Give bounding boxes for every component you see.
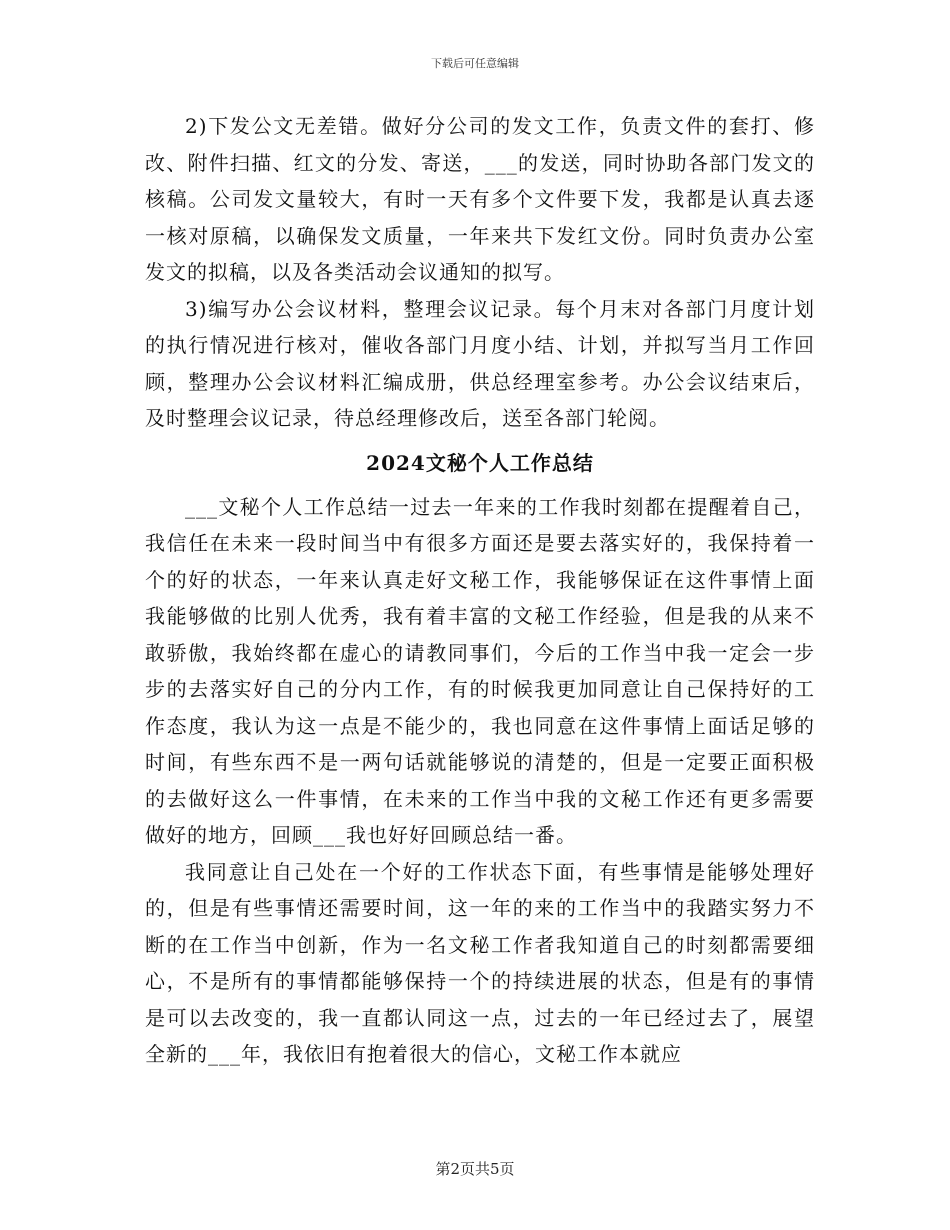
- section-title: 2024文秘个人工作总结: [366, 450, 594, 475]
- page-header-note: 下载后可任意编辑: [431, 57, 519, 70]
- paragraph-summary-continued: 我同意让自己处在一个好的工作状态下面，有些事情是能够处理好的，但是有些事情还需要时间，这一年的来的工作当中的我踏实努力不断的在工作当中创新，作为一名文秘工作者我知道自己的时刻都需要细心，不是所有的事情都能够保持一个的持续进展的状态，但是有的事情是可以去改变的，我一直都认同这一点，过去的一年已经过去了，展望全新的___年，我依旧有抱着很大的信心，文秘工作本就应: [145, 859, 815, 1066]
- paragraph-item-3: 3)编写办公会议材料，整理会议记录。每个月末对各部门月度计划的执行情况进行核对，催收各部门月度小结、计划，并拟写当月工作回顾，整理办公会议材料汇编成册，供总经理室参考。办公会议结束后，及时整理会议记录，待总经理修改后，送至各部门轮阅。: [145, 296, 815, 430]
- paragraph-item-2: 2)下发公文无差错。做好分公司的发文工作，负责文件的套打、修改、附件扫描、红文的分发、寄送，___的发送，同时协助各部门发文的核稿。公司发文量较大，有时一天有多个文件要下发，我都是认真去逐一核对原稿，以确保发文质量，一年来共下发红文份。同时负责办公室发文的拟稿，以及各类活动会议通知的拟写。: [145, 114, 815, 284]
- paragraph-summary-intro: ___文秘个人工作总结一过去一年来的工作我时刻都在提醒着自己，我信任在未来一段时间当中有很多方面还是要去落实好的，我保持着一个的好的状态，一年来认真走好文秘工作，我能够保证在这件事情上面我能够做的比别人优秀，我有着丰富的文秘工作经验，但是我的从来不敢骄傲，我始终都在虚心的请教同事们，今后的工作当中我一定会一步步的去落实好自己的分内工作，有的时候我更加同意让自己保持好的工作态度，我认为这一点是不能少的，我也同意在这件事情上面话足够的时间，有些东西不是一两句话就能够说的清楚的，但是一定要正面积极的去做好这么一件事情，在未来的工作当中我的文秘工作还有更多需要做好的地方，回顾___我也好好回顾总结一番。: [145, 494, 815, 847]
- document-body: [145, 108, 815, 1073]
- page-number: 第2页共5页: [435, 1160, 515, 1178]
